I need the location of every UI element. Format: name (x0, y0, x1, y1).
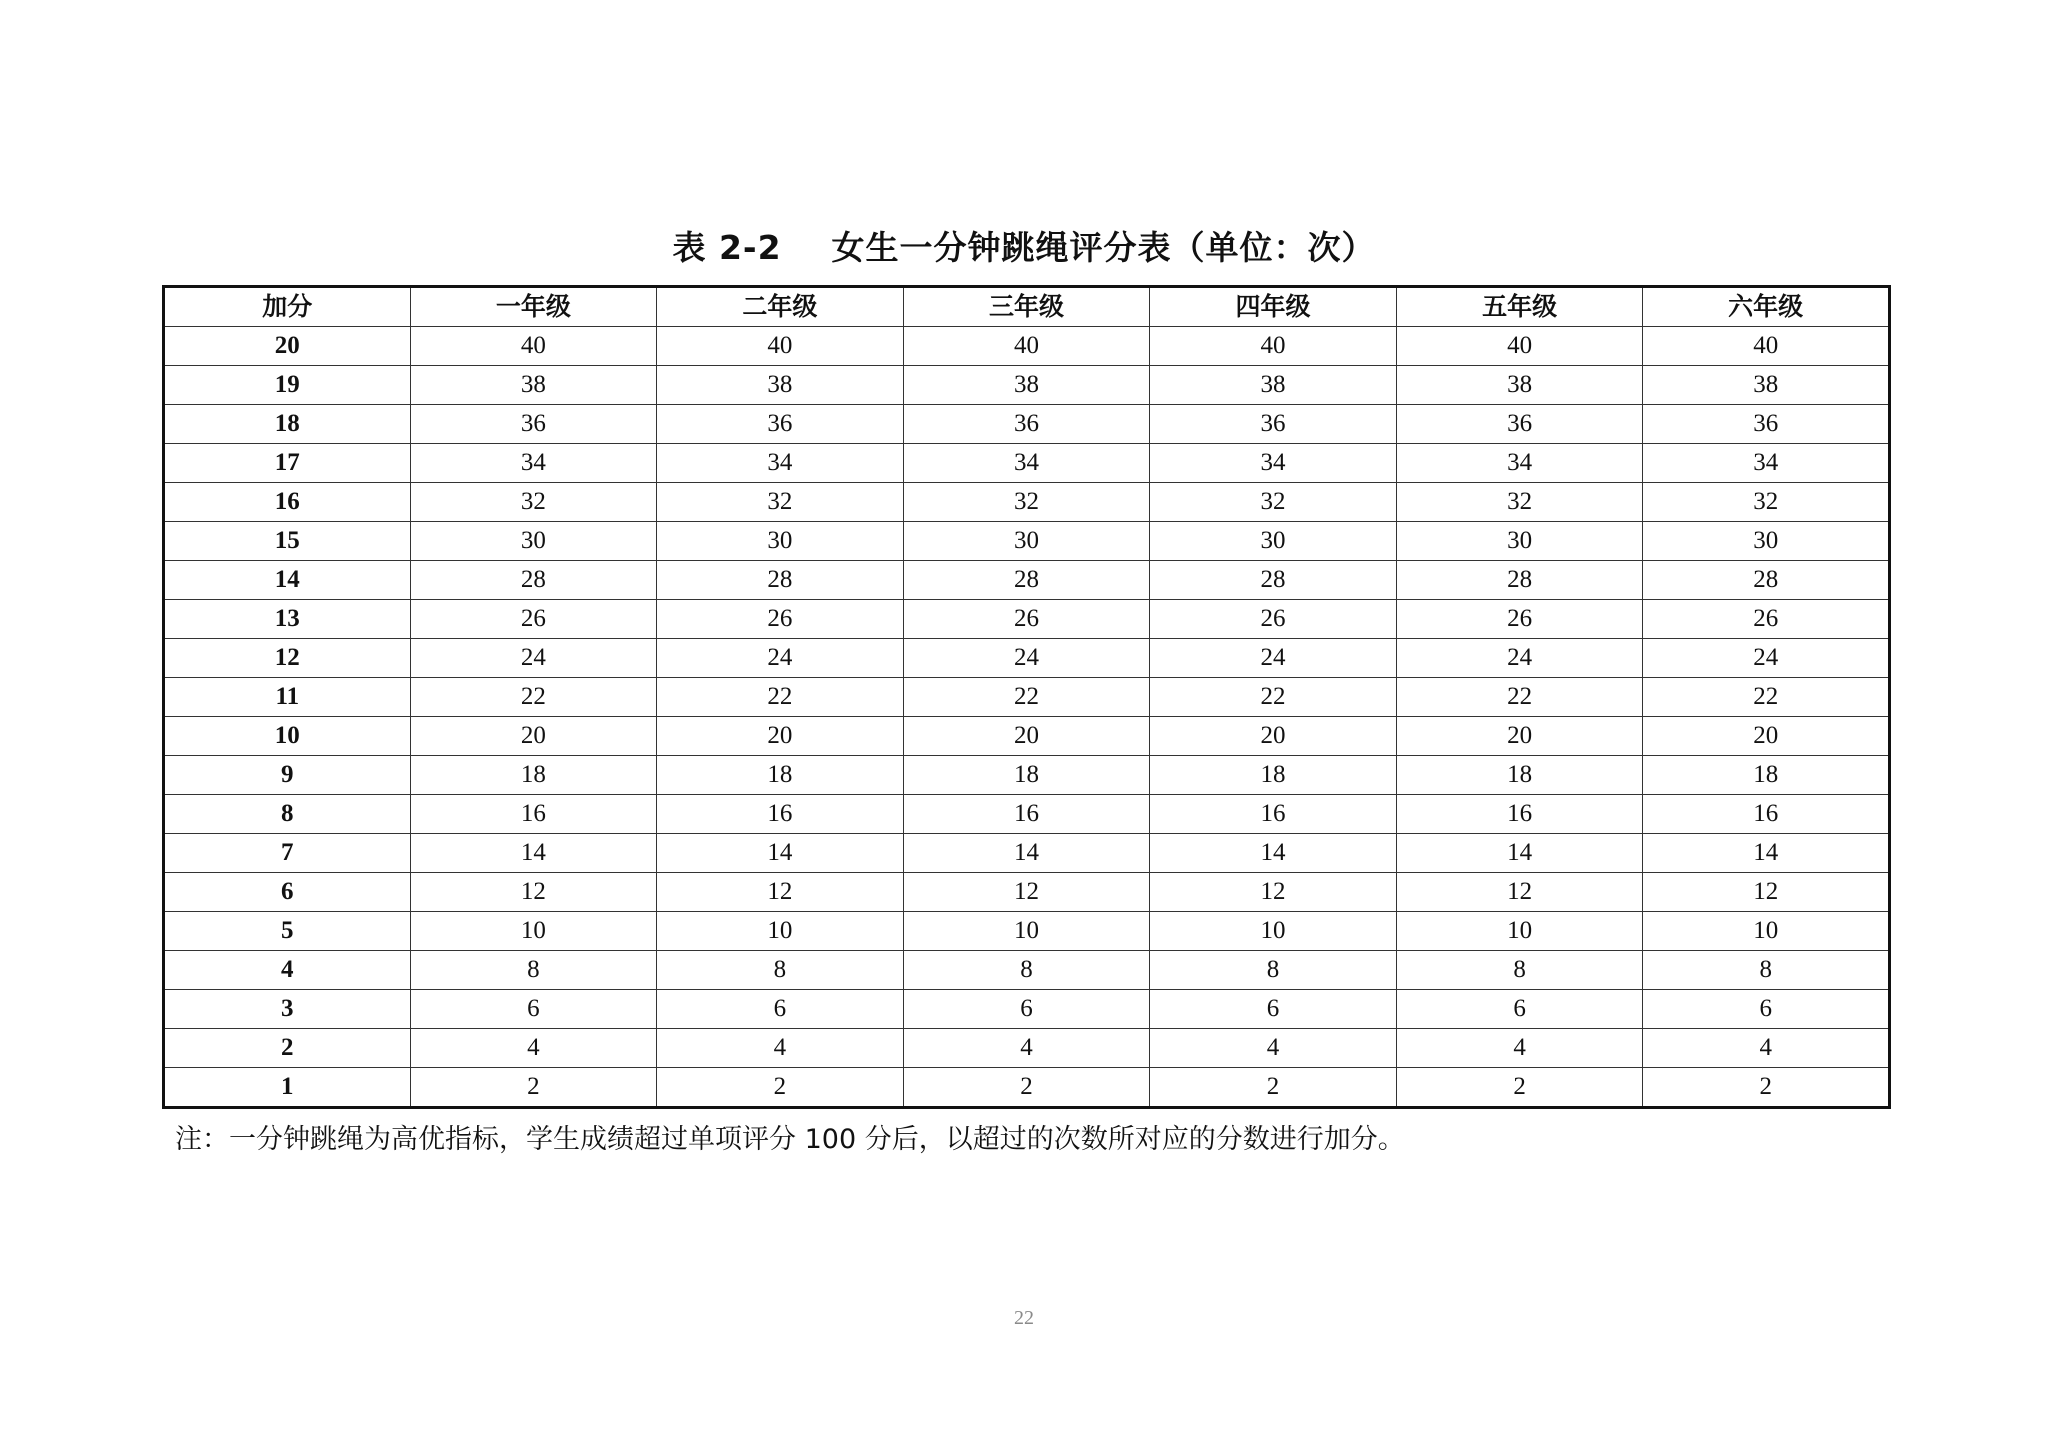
table-row (164, 717, 1890, 756)
grade-1-count-cell: 12 (410, 873, 657, 912)
grade-4-count-cell: 28 (1150, 561, 1397, 600)
grade-4-count-cell: 34 (1150, 444, 1397, 483)
grade-3-count-cell: 38 (903, 366, 1150, 405)
bonus-points-cell: 6 (164, 873, 411, 912)
grade-3-count-cell: 8 (903, 951, 1150, 990)
grade-6-count-cell: 28 (1643, 561, 1890, 600)
grade-2-count-cell: 32 (657, 483, 904, 522)
bonus-points-cell: 8 (164, 795, 411, 834)
grade-2-count-cell: 2 (657, 1068, 904, 1108)
grade-4-count-cell: 20 (1150, 717, 1397, 756)
bonus-points-cell: 14 (164, 561, 411, 600)
grade-1-count-cell: 38 (410, 366, 657, 405)
table-row (164, 990, 1890, 1029)
grade-5-count-cell: 18 (1396, 756, 1643, 795)
grade-1-count-cell: 26 (410, 600, 657, 639)
grade-2-count-cell: 26 (657, 600, 904, 639)
grade-4-count-cell: 16 (1150, 795, 1397, 834)
table-header (164, 287, 1890, 327)
grade-1-count-cell: 6 (410, 990, 657, 1029)
table-row (164, 756, 1890, 795)
grade-4-count-cell: 32 (1150, 483, 1397, 522)
table-row (164, 444, 1890, 483)
grade-2-count-cell: 6 (657, 990, 904, 1029)
table-title: 表 2-2 女生一分钟跳绳评分表（单位：次） (672, 228, 1376, 267)
grade-6-count-cell: 10 (1643, 912, 1890, 951)
grade-6-count-cell: 40 (1643, 327, 1890, 366)
grade-2-count-cell: 24 (657, 639, 904, 678)
bonus-points-cell: 10 (164, 717, 411, 756)
grade-5-count-cell: 4 (1396, 1029, 1643, 1068)
grade-3-count-cell: 24 (903, 639, 1150, 678)
grade-4-count-cell: 8 (1150, 951, 1397, 990)
grade-2-count-cell: 38 (657, 366, 904, 405)
grade-4-count-cell: 24 (1150, 639, 1397, 678)
grade-3-count-cell: 22 (903, 678, 1150, 717)
header-row (164, 287, 1890, 327)
bonus-points-cell: 15 (164, 522, 411, 561)
grade-6-count-cell: 6 (1643, 990, 1890, 1029)
grade-6-count-cell: 36 (1643, 405, 1890, 444)
header-bonus: 加分 (164, 287, 411, 327)
header-grade-6: 六年级 (1643, 287, 1890, 327)
grade-4-count-cell: 26 (1150, 600, 1397, 639)
grade-6-count-cell: 24 (1643, 639, 1890, 678)
grade-3-count-cell: 40 (903, 327, 1150, 366)
bonus-points-cell: 19 (164, 366, 411, 405)
grade-3-count-cell: 28 (903, 561, 1150, 600)
grade-2-count-cell: 40 (657, 327, 904, 366)
grade-5-count-cell: 26 (1396, 600, 1643, 639)
grade-1-count-cell: 4 (410, 1029, 657, 1068)
grade-5-count-cell: 24 (1396, 639, 1643, 678)
grade-1-count-cell: 8 (410, 951, 657, 990)
grade-3-count-cell: 20 (903, 717, 1150, 756)
bonus-points-cell: 9 (164, 756, 411, 795)
grade-2-count-cell: 30 (657, 522, 904, 561)
grade-6-count-cell: 2 (1643, 1068, 1890, 1108)
grade-3-count-cell: 16 (903, 795, 1150, 834)
grade-4-count-cell: 30 (1150, 522, 1397, 561)
table-row (164, 600, 1890, 639)
grade-6-count-cell: 14 (1643, 834, 1890, 873)
grade-6-count-cell: 22 (1643, 678, 1890, 717)
grade-5-count-cell: 36 (1396, 405, 1643, 444)
table-row (164, 639, 1890, 678)
header-grade-2: 二年级 (657, 287, 904, 327)
table-note: 注：一分钟跳绳为高优指标，学生成绩超过单项评分 100 分后，以超过的次数所对应的分数进行加分。 (175, 1124, 1405, 1155)
table-row (164, 1068, 1890, 1108)
grade-1-count-cell: 30 (410, 522, 657, 561)
grade-6-count-cell: 38 (1643, 366, 1890, 405)
grade-6-count-cell: 16 (1643, 795, 1890, 834)
grade-3-count-cell: 30 (903, 522, 1150, 561)
grade-6-count-cell: 20 (1643, 717, 1890, 756)
bonus-points-cell: 16 (164, 483, 411, 522)
bonus-points-cell: 18 (164, 405, 411, 444)
grade-5-count-cell: 2 (1396, 1068, 1643, 1108)
grade-2-count-cell: 14 (657, 834, 904, 873)
table-row (164, 327, 1890, 366)
grade-3-count-cell: 6 (903, 990, 1150, 1029)
grade-6-count-cell: 30 (1643, 522, 1890, 561)
table-row (164, 873, 1890, 912)
grade-2-count-cell: 4 (657, 1029, 904, 1068)
header-grade-5: 五年级 (1396, 287, 1643, 327)
grade-4-count-cell: 6 (1150, 990, 1397, 1029)
grade-2-count-cell: 16 (657, 795, 904, 834)
bonus-points-cell: 3 (164, 990, 411, 1029)
grade-6-count-cell: 8 (1643, 951, 1890, 990)
header-grade-3: 三年级 (903, 287, 1150, 327)
grade-5-count-cell: 34 (1396, 444, 1643, 483)
grade-1-count-cell: 36 (410, 405, 657, 444)
table-row (164, 483, 1890, 522)
grade-2-count-cell: 12 (657, 873, 904, 912)
table-row (164, 912, 1890, 951)
grade-5-count-cell: 14 (1396, 834, 1643, 873)
grade-4-count-cell: 12 (1150, 873, 1397, 912)
grade-5-count-cell: 38 (1396, 366, 1643, 405)
table-row (164, 678, 1890, 717)
grade-1-count-cell: 20 (410, 717, 657, 756)
grade-6-count-cell: 4 (1643, 1029, 1890, 1068)
grade-4-count-cell: 18 (1150, 756, 1397, 795)
grade-3-count-cell: 14 (903, 834, 1150, 873)
table-row (164, 951, 1890, 990)
bonus-points-cell: 7 (164, 834, 411, 873)
scoring-table (162, 285, 1891, 1109)
grade-5-count-cell: 28 (1396, 561, 1643, 600)
grade-6-count-cell: 18 (1643, 756, 1890, 795)
bonus-points-cell: 1 (164, 1068, 411, 1108)
table-row (164, 405, 1890, 444)
grade-4-count-cell: 40 (1150, 327, 1397, 366)
header-grade-1: 一年级 (410, 287, 657, 327)
bonus-points-cell: 5 (164, 912, 411, 951)
grade-2-count-cell: 28 (657, 561, 904, 600)
grade-4-count-cell: 22 (1150, 678, 1397, 717)
table-row (164, 366, 1890, 405)
bonus-points-cell: 17 (164, 444, 411, 483)
table-body (164, 327, 1890, 1108)
grade-3-count-cell: 36 (903, 405, 1150, 444)
table-row (164, 1029, 1890, 1068)
grade-1-count-cell: 22 (410, 678, 657, 717)
grade-4-count-cell: 36 (1150, 405, 1397, 444)
grade-3-count-cell: 2 (903, 1068, 1150, 1108)
grade-4-count-cell: 38 (1150, 366, 1397, 405)
grade-3-count-cell: 4 (903, 1029, 1150, 1068)
bonus-points-cell: 4 (164, 951, 411, 990)
header-grade-4: 四年级 (1150, 287, 1397, 327)
grade-3-count-cell: 18 (903, 756, 1150, 795)
grade-3-count-cell: 10 (903, 912, 1150, 951)
grade-5-count-cell: 8 (1396, 951, 1643, 990)
grade-5-count-cell: 30 (1396, 522, 1643, 561)
grade-4-count-cell: 10 (1150, 912, 1397, 951)
grade-5-count-cell: 12 (1396, 873, 1643, 912)
grade-5-count-cell: 32 (1396, 483, 1643, 522)
grade-2-count-cell: 36 (657, 405, 904, 444)
grade-2-count-cell: 34 (657, 444, 904, 483)
grade-1-count-cell: 14 (410, 834, 657, 873)
grade-1-count-cell: 16 (410, 795, 657, 834)
grade-6-count-cell: 26 (1643, 600, 1890, 639)
grade-6-count-cell: 34 (1643, 444, 1890, 483)
bonus-points-cell: 13 (164, 600, 411, 639)
grade-2-count-cell: 18 (657, 756, 904, 795)
grade-3-count-cell: 26 (903, 600, 1150, 639)
grade-2-count-cell: 20 (657, 717, 904, 756)
grade-1-count-cell: 32 (410, 483, 657, 522)
grade-4-count-cell: 2 (1150, 1068, 1397, 1108)
grade-6-count-cell: 12 (1643, 873, 1890, 912)
grade-3-count-cell: 34 (903, 444, 1150, 483)
grade-1-count-cell: 24 (410, 639, 657, 678)
bonus-points-cell: 20 (164, 327, 411, 366)
grade-1-count-cell: 10 (410, 912, 657, 951)
table-row (164, 795, 1890, 834)
grade-4-count-cell: 4 (1150, 1029, 1397, 1068)
grade-1-count-cell: 18 (410, 756, 657, 795)
bonus-points-cell: 2 (164, 1029, 411, 1068)
grade-2-count-cell: 10 (657, 912, 904, 951)
grade-3-count-cell: 12 (903, 873, 1150, 912)
page-number: 22 (1014, 1307, 1034, 1329)
grade-5-count-cell: 20 (1396, 717, 1643, 756)
grade-1-count-cell: 2 (410, 1068, 657, 1108)
grade-2-count-cell: 22 (657, 678, 904, 717)
grade-5-count-cell: 22 (1396, 678, 1643, 717)
grade-1-count-cell: 34 (410, 444, 657, 483)
grade-1-count-cell: 40 (410, 327, 657, 366)
grade-3-count-cell: 32 (903, 483, 1150, 522)
grade-4-count-cell: 14 (1150, 834, 1397, 873)
grade-6-count-cell: 32 (1643, 483, 1890, 522)
table-row (164, 834, 1890, 873)
bonus-points-cell: 12 (164, 639, 411, 678)
bonus-points-cell: 11 (164, 678, 411, 717)
grade-5-count-cell: 10 (1396, 912, 1643, 951)
table-row (164, 561, 1890, 600)
grade-1-count-cell: 28 (410, 561, 657, 600)
grade-5-count-cell: 16 (1396, 795, 1643, 834)
table-row (164, 522, 1890, 561)
grade-5-count-cell: 6 (1396, 990, 1643, 1029)
grade-5-count-cell: 40 (1396, 327, 1643, 366)
grade-2-count-cell: 8 (657, 951, 904, 990)
